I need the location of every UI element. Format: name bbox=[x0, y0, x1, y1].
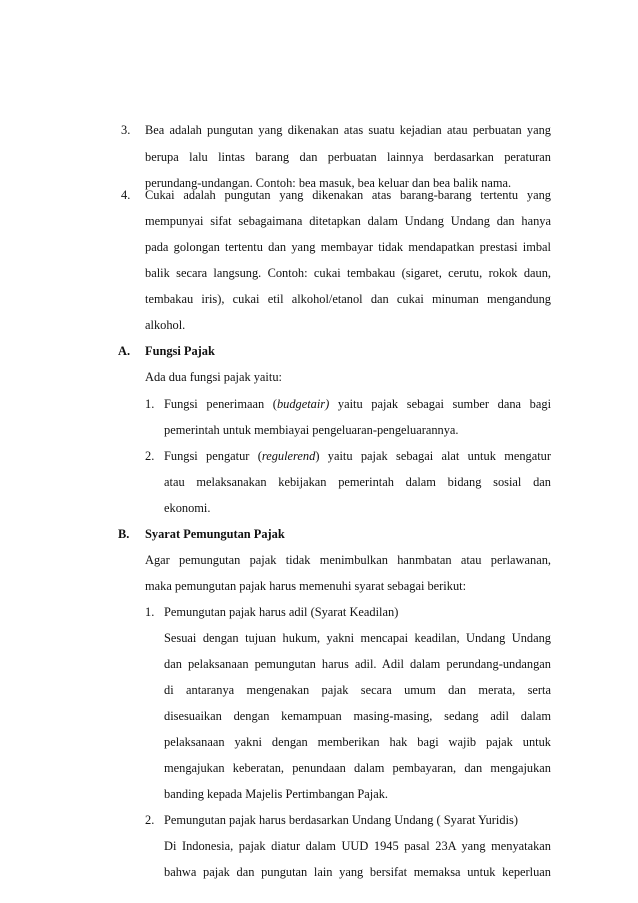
item-3-line-1: Bea adalah pungutan yang dikenakan atas suatu kejadian atau perbuatan yang bbox=[145, 123, 551, 137]
section-a-item-2-line-2: atau melaksanakan kebijakan pemerintah dalam bidang sosial dan bbox=[164, 475, 551, 489]
section-b-item-1-number: 1. bbox=[145, 605, 155, 619]
item-4-number: 4. bbox=[121, 188, 131, 202]
item-3-number: 3. bbox=[121, 123, 131, 137]
section-a-title: Fungsi Pajak bbox=[145, 344, 215, 358]
section-b-item-1-heading: Pemungutan pajak harus adil (Syarat Keadilan) bbox=[164, 605, 399, 619]
section-b-intro-line-1: Agar pemungutan pajak tidak menimbulkan hanmbatan atau perlawanan, bbox=[145, 553, 551, 567]
section-a-letter: A. bbox=[118, 344, 131, 358]
section-b-letter: B. bbox=[118, 527, 130, 541]
section-a-item-2-line-3: ekonomi. bbox=[164, 501, 211, 515]
item-3-line-3: perundang-undangan. Contoh: bea masuk, bea keluar dan bea balik nama. bbox=[145, 176, 512, 190]
section-a-item-1-line-2: pemerintah untuk membiayai pengeluaran-pengeluarannya. bbox=[164, 423, 459, 437]
item-4-line-6: alkohol. bbox=[145, 318, 186, 332]
section-b-item-2-line-1: Di Indonesia, pajak diatur dalam UUD 1945 pasal 23A yang menyatakan bbox=[164, 839, 551, 853]
section-b-title: Syarat Pemungutan Pajak bbox=[145, 527, 285, 541]
section-a-item-2-number: 2. bbox=[145, 449, 155, 463]
section-b-item-1-line-4: disesuaikan dengan kemampuan masing-masing, sedang adil dalam bbox=[164, 709, 551, 723]
item-4-line-5: tembakau iris), cukai etil alkohol/etanol dan cukai minuman mengandung bbox=[145, 292, 551, 306]
section-b-item-2-number: 2. bbox=[145, 813, 155, 827]
section-b-intro-line-2: maka pemungutan pajak harus memenuhi syarat sebagai berikut: bbox=[145, 579, 467, 593]
item-4-line-4: balik secara langsung. Contoh: cukai tembakau (sigaret, cerutu, rokok daun, bbox=[145, 266, 551, 280]
item-4-line-2: mempunyai sifat sebagaimana ditetapkan dalam Undang Undang dan hanya bbox=[145, 214, 551, 228]
section-a-item-1-number: 1. bbox=[145, 397, 155, 411]
section-b-item-1-line-3: di antaranya mengenakan pajak secara umum dan merata, serta bbox=[164, 683, 551, 697]
section-b-item-2-heading: Pemungutan pajak harus berdasarkan Undang Undang ( Syarat Yuridis) bbox=[164, 813, 518, 827]
section-b-item-1-line-7: banding kepada Majelis Pertimbangan Pajak. bbox=[164, 787, 389, 801]
item-4-line-1: Cukai adalah pungutan yang dikenakan atas barang-barang tertentu yang bbox=[145, 188, 551, 202]
item-3-line-2: berupa lalu lintas barang dan perbuatan lainnya berdasarkan peraturan bbox=[145, 150, 551, 164]
section-a-item-1-line-1: Fungsi penerimaan (budgetair) yaitu pajak sebagai sumber dana bagi bbox=[164, 397, 552, 411]
section-b-item-1-line-1: Sesuai dengan tujuan hukum, yakni mencapai keadilan, Undang Undang bbox=[164, 631, 551, 645]
section-b-item-1-line-6: mengajukan keberatan, penundaan dalam pembayaran, dan mengajukan bbox=[164, 761, 551, 775]
item-4-line-3: pada golongan tertentu dan yang membayar tidak mendapatkan prestasi imbal bbox=[145, 240, 551, 254]
section-b-item-1-line-5: pelaksanaan yakni dengan memberikan hak bagi wajib pajak untuk bbox=[164, 735, 551, 749]
section-b-item-1-line-2: dan pelaksanaan pemungutan harus adil. Adil dalam perundang-undangan bbox=[164, 657, 551, 671]
section-b-item-2-line-2: bahwa pajak dan pungutan lain yang bersifat memaksa untuk keperluan bbox=[164, 865, 551, 879]
section-a-item-2-line-1: Fungsi pengatur (regulerend) yaitu pajak sebagai alat untuk mengatur bbox=[164, 449, 551, 463]
section-a-intro: Ada dua fungsi pajak yaitu: bbox=[145, 370, 282, 384]
